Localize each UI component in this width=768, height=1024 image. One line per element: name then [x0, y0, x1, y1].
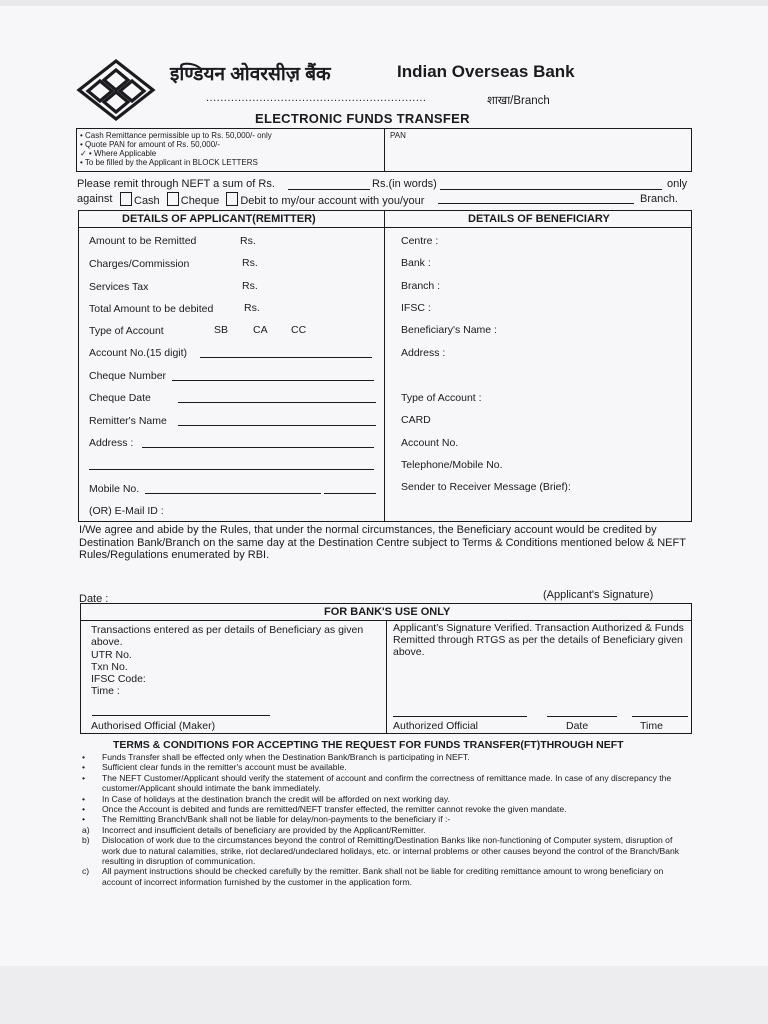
signature-field[interactable] — [440, 570, 680, 588]
maker-signature-line[interactable] — [92, 715, 270, 716]
amount-remitted-field[interactable] — [262, 232, 376, 248]
beneficiary-centre-label: Centre : — [401, 235, 439, 247]
bank-name-hindi: इण्डियन ओवरसीज़ बैंक — [170, 64, 331, 85]
cheque-date-label: Cheque Date — [89, 392, 151, 404]
email-label: (OR) E-Mail ID : — [89, 505, 164, 517]
applicant-address-field-1[interactable] — [142, 447, 374, 448]
cheque-checkbox[interactable] — [167, 192, 179, 206]
terms-bullet: • The Remitting Branch/Bank shall not be liable for delay/non-payments to the beneficiary if :- — [82, 814, 451, 825]
beneficiary-ifsc-label: IFSC : — [401, 302, 431, 314]
debit-branch-field[interactable] — [438, 203, 634, 204]
time-label: Time : — [91, 685, 120, 697]
remit-only-label: only — [667, 178, 688, 190]
txn-label: Txn No. — [91, 661, 128, 673]
mobile-field-extra[interactable] — [324, 493, 376, 494]
email-field[interactable] — [180, 502, 376, 518]
iob-logo-icon — [76, 58, 156, 122]
account-number-label: Account No.(15 digit) — [89, 347, 188, 359]
authorized-time-line[interactable] — [632, 716, 688, 717]
terms-bullet: • In Case of holidays at the destination branch the credit will be afforded on next working day. — [82, 793, 450, 804]
terms-bullet: • Funds Transfer shall be effected only when the Destination Bank/Branch is participating in NEFT. — [82, 752, 470, 762]
branch-suffix-label: Branch. — [640, 193, 678, 205]
mobile-label: Mobile No. — [89, 483, 140, 495]
terms-list — [80, 752, 692, 887]
service-tax-label: Services Tax — [89, 281, 149, 293]
beneficiary-address-label: Address : — [401, 347, 446, 359]
terms-heading: TERMS & CONDITIONS FOR ACCEPTING THE REQUEST FOR FUNDS TRANSFER(FT)THROUGH NEFT — [113, 739, 624, 751]
beneficiary-telephone-label: Telephone/Mobile No. — [401, 459, 503, 471]
note-block-letters: • To be filled by the Applicant in BLOCK LETTERS — [80, 158, 258, 167]
applicant-address-field-2[interactable] — [89, 469, 374, 470]
total-debited-rs: Rs. — [244, 302, 260, 314]
form-title: ELECTRONIC FUNDS TRANSFER — [255, 111, 470, 126]
ifsc-code-label: IFSC Code: — [91, 673, 146, 685]
beneficiary-card-label: CARD — [401, 414, 431, 426]
authorized-date-line[interactable] — [547, 716, 617, 717]
amount-remitted-label: Amount to be Remitted — [89, 235, 197, 247]
bank-use-right-text: Applicant's Signature Verified. Transaction Authorized & Funds Remitted through RTGS as per the details of Beneficiary given above. — [393, 622, 684, 658]
cheque-number-field[interactable] — [172, 380, 374, 381]
service-tax-field[interactable] — [262, 277, 376, 293]
charges-rs: Rs. — [242, 257, 258, 269]
charges-label: Charges/Commission — [89, 258, 190, 270]
maker-label: Authorised Official (Maker) — [91, 720, 216, 732]
cash-option-label: Cash — [134, 195, 160, 207]
utr-label: UTR No. — [91, 649, 132, 661]
beneficiary-bank-label: Bank : — [401, 257, 431, 269]
amount-remitted-rs: Rs. — [240, 235, 256, 247]
total-debited-field[interactable] — [264, 299, 376, 315]
authorized-signature-line[interactable] — [393, 716, 527, 717]
pan-label: PAN — [390, 131, 406, 140]
authorized-date-label: Date — [566, 720, 589, 732]
terms-lettered-item: b) Dislocation of work due to the circumstances beyond the control of Remitting/Destination Banks like non-functioning of Computer system, disruption of work due to natural calamities, strike, riot declared/undeclared holidays, etc. or internal problems or other causes beyond the control of the Branch/Bank resulting in disruption of communication. — [82, 835, 680, 867]
authorized-official-label: Authorized Official — [393, 720, 479, 732]
mobile-field[interactable] — [145, 493, 321, 494]
branch-dotted-field[interactable]: .............................................................. — [206, 92, 427, 104]
account-type-ca[interactable]: CA — [253, 324, 268, 336]
terms-bullet: • Sufficient clear funds in the remitter's account must be available. — [82, 762, 347, 773]
branch-label: शाखा/Branch — [487, 95, 550, 107]
applicant-address-label: Address : — [89, 437, 134, 449]
bank-use-divider — [386, 620, 387, 734]
charges-field[interactable] — [262, 254, 376, 270]
terms-lettered-item: c) All payment instructions should be checked carefully by the remitter. Bank shall not be liable for crediting remittance amount to wrong beneficiary on account of incorrect information furnished by the customer in the application form. — [82, 866, 664, 887]
details-divider — [384, 210, 385, 522]
account-type-cc[interactable]: CC — [291, 324, 307, 336]
beneficiary-account-type-label: Type of Account : — [401, 392, 482, 404]
note-pan-amount: • Quote PAN for amount of Rs. 50,000/- — [80, 140, 221, 149]
remit-sum-label: Please remit through NEFT a sum of Rs. — [77, 178, 275, 190]
beneficiary-name-label: Beneficiary's Name : — [401, 324, 497, 336]
account-number-field[interactable] — [200, 357, 372, 358]
cash-checkbox[interactable] — [120, 192, 132, 206]
account-type-sb[interactable]: SB — [214, 324, 229, 336]
note-cash-limit: • Cash Remittance permissible up to Rs. 50,000/- only — [80, 131, 272, 140]
terms-bullet: • Once the Account is debited and funds are remitted/NEFT transfer effected, the remitter cannot revoke the given mandate. — [82, 804, 567, 815]
against-label: against — [77, 193, 113, 205]
cheque-number-label: Cheque Number — [89, 370, 167, 382]
remit-words-field[interactable] — [440, 189, 662, 190]
beneficiary-branch-label: Branch : — [401, 280, 441, 292]
authorized-time-label: Time — [640, 720, 663, 732]
notes-divider — [384, 128, 385, 172]
payment-options — [120, 192, 424, 207]
remit-sum-field[interactable] — [288, 189, 370, 190]
applicant-heading: DETAILS OF APPLICANT(REMITTER) — [122, 213, 316, 225]
bank-use-heading: FOR BANK'S USE ONLY — [324, 606, 451, 618]
terms-lettered-item: a) Incorrect and insufficient details of beneficiary are provided by the Applicant/Remitter. — [82, 824, 426, 835]
service-tax-rs: Rs. — [242, 280, 258, 292]
applicant-signature-label: (Applicant's Signature) — [543, 589, 654, 601]
date-label: Date : — [79, 593, 109, 605]
account-type-label: Type of Account — [89, 325, 164, 337]
remitter-name-field[interactable] — [178, 425, 376, 426]
remit-words-label: Rs.(in words) — [372, 178, 437, 190]
debit-checkbox[interactable] — [226, 192, 238, 206]
debit-option-label: Debit to my/our account with you/your — [240, 195, 425, 207]
bank-use-left-text: Transactions entered as per details of Beneficiary as given above. — [91, 624, 364, 648]
scan-background — [0, 966, 768, 1024]
terms-bullet: • The NEFT Customer/Applicant should verify the statement of account and confirm the correctness of remittance made. In case of any discrepancy the customer/Applicant should intimate the bank immediately. — [82, 772, 672, 794]
declaration-text: I/We agree and abide by the Rules, that under the normal circumstances, the Beneficiary account would be credited by Destination Bank/Branch on the same day at the Destination Centre subject to Terms & Conditions mentioned below & NEFT Rules/Regulations enumerated by RBI. — [79, 524, 686, 561]
note-where-applicable: ✓ • Where Applicable — [80, 149, 157, 158]
beneficiary-details-fields[interactable] — [480, 232, 680, 502]
bank-name-english: Indian Overseas Bank — [397, 62, 575, 81]
beneficiary-account-no-label: Account No. — [401, 437, 459, 449]
sender-message-label: Sender to Receiver Message (Brief): — [401, 481, 571, 493]
beneficiary-heading: DETAILS OF BENEFICIARY — [468, 213, 610, 225]
cheque-date-field[interactable] — [178, 402, 376, 403]
remitter-name-label: Remitter's Name — [89, 415, 167, 427]
cheque-option-label: Cheque — [180, 195, 220, 207]
pan-field[interactable] — [420, 134, 680, 166]
total-debited-label: Total Amount to be debited — [89, 303, 214, 315]
